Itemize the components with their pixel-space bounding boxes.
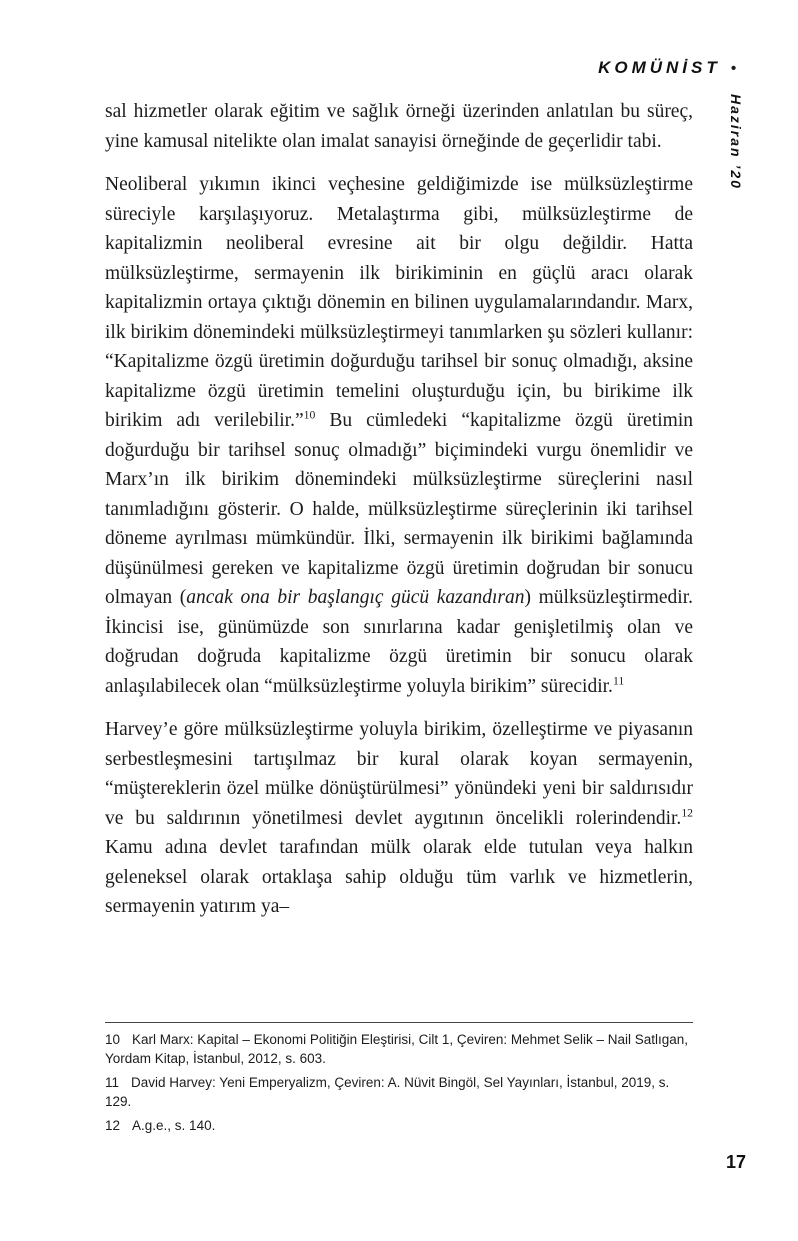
footnote-reference: 10 <box>303 408 316 422</box>
footnote-text: Karl Marx: Kapital – Ekonomi Politiğin Eleştirisi, Cilt 1, Çeviren: Mehmet Selik – Nail Satlıgan, Yordam Kitap, İstanbul, 2012, s. 603. <box>105 1032 688 1066</box>
footnote-number: 11 <box>105 1075 120 1090</box>
body-segment: sal hizmetler olarak eğitim ve sağlık örneği üzerinden anlatılan bu süreç, yine kamusal nitelikte olan imalat sanayisi örneğinde de geçerlidir tabi. <box>105 101 693 152</box>
footnote-item <box>105 1116 693 1135</box>
footnote-number: 12 <box>105 1118 121 1133</box>
body-text <box>105 97 693 922</box>
footnotes <box>105 1022 693 1140</box>
body-segment: Neoliberal yıkımın ikinci veçhesine geldiğimizde ise mülksüzleştirme süreciyle karşılaşıyoruz. Metalaştırma gibi, mülksüzleştirme de kapitalizmin neoliberal evresine ait bir olgu değildir. Hatta mülksüzleştirme, sermayenin ilk birikiminin en güçlü aracı olarak kapitalizmin ortaya çıktığı dönemin en bilinen uygulamalarındandır. Marx, ilk birikim dönemindeki mülksüzleştirmeyi tanımlarken şu sözleri kullanır: “Kapitalizme özgü üretimin doğurduğu tarihsel bir sonuç olmadığı, aksine kapitalizme özgü üretimin temelini oluşturduğu için, bu birikime ilk birikim adı verilebilir.” <box>105 174 693 431</box>
footnote-text: David Harvey: Yeni Emperyalizm, Çeviren: A. Nüvit Bingöl, Sel Yayınları, İstanbul, 2019, s. 129. <box>105 1075 670 1109</box>
page-number: 17 <box>725 1152 746 1172</box>
footnote-text: A.g.e., s. 140. <box>132 1118 216 1133</box>
body-segment: ) mülksüzleştirmedir. İkincisi ise, günümüzde son sınırlarına kadar genişletilmiş olan ve doğrudan doğruda kapitalizme özgü üretimin bir sonucu olarak anlaşılabilecek olan “mülksüzleştirme yoluyla birikim” sürecidir. <box>105 587 693 697</box>
footnote-number: 10 <box>105 1032 121 1047</box>
journal-title: KOMÜNİST <box>598 58 721 77</box>
body-segment: Harvey’e göre mülksüzleştirme yoluyla birikim, özelleştirme ve piyasanın serbestleşmesini tartışılmaz bir kural olarak koyan sermayenin, “müştereklerin özel mülke dönüştürülmesi” yönündeki yeni bir saldırısıdır ve bu saldırının yönetilmesi devlet aygıtının öncelikli rolerindendir. <box>105 719 693 829</box>
page-header <box>598 58 736 78</box>
emphasized-text: ancak ona bir başlangıç gücü kazandıran <box>186 587 525 608</box>
footnote-item <box>105 1030 693 1068</box>
paragraph <box>105 170 693 701</box>
issue-date: Haziran ’20 <box>728 94 744 190</box>
paragraph <box>105 97 693 156</box>
footnote-item <box>105 1073 693 1111</box>
body-segment: Bu cümledeki “kapitalizme özgü üretimin doğurduğu bir tarihsel sonuç olmadığı” biçimindeki vurgu önemlidir ve Marx’ın ilk birikim dönemindeki mülksüzleştirme süreçlerini nasıl tanımladığını gösterir. O halde, mülksüzleştirme süreçlerinin iki tarihsel döneme ayrılması mümkündür. İlki, sermayenin ilk birikimi bağlamında düşünülmesi gereken ve kapitalizme özgü üretimin doğrudan bir sonucu olmayan ( <box>105 410 693 608</box>
bullet-icon: • <box>730 59 736 77</box>
footnote-reference: 12 <box>681 806 693 819</box>
footnote-reference: 11 <box>612 674 625 687</box>
paragraph <box>105 715 693 922</box>
body-segment: Kamu adına devlet tarafından mülk olarak elde tutulan veya halkın geleneksel olarak ortaklaşa sahip olduğu tüm varlık ve hizmetlerin, sermayenin yatırım ya– <box>105 837 693 917</box>
